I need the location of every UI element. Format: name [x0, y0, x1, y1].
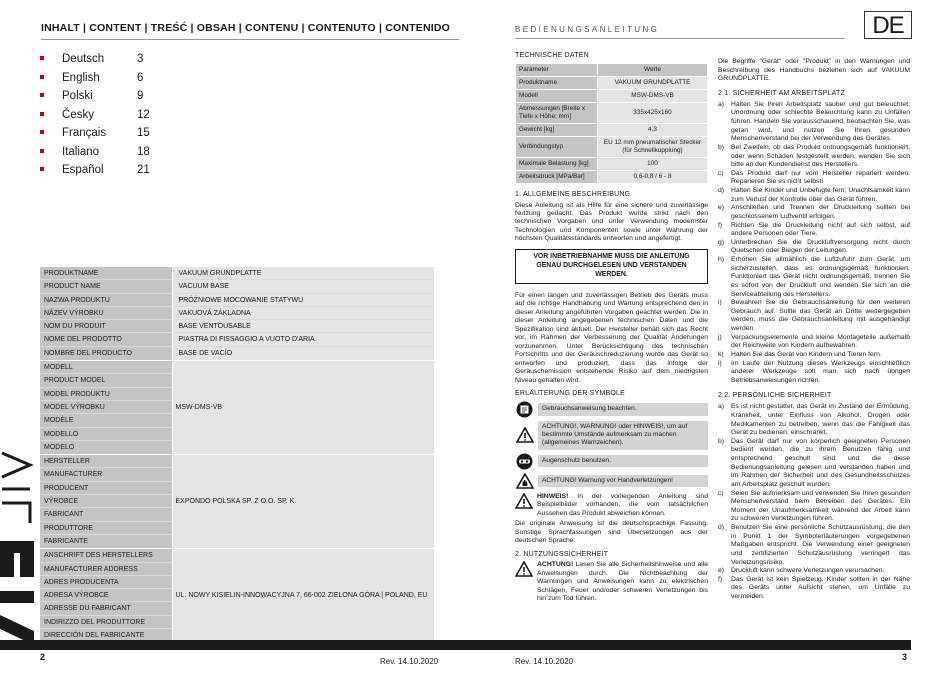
table-row — [516, 76, 708, 89]
toc-item[interactable] — [40, 71, 240, 90]
safety-bold: ACHTUNG! — [537, 561, 574, 569]
list-text: Bewahren Sie die Gebrauchsanleitung für den weiteren Gebrauch auf. Sollte das Gerät an Dritte weitergegeben werden, muss die Gebrauchsanleitung mit ausgehändigt werden. — [731, 299, 910, 332]
list-item — [718, 299, 910, 334]
value: BASE DE VACÍO — [178, 349, 233, 357]
list-item — [718, 490, 910, 525]
label: ADRESSE DU FABRICANT — [40, 602, 172, 615]
brand-logo — [0, 445, 34, 653]
list-item — [718, 170, 910, 187]
safety-text — [537, 561, 708, 603]
list-item — [718, 360, 910, 386]
manual-title: BEDIENUNGSANLEITUNG — [515, 25, 660, 34]
list-letter: d) — [718, 524, 725, 531]
symbol-text: ACHTUNG!, WARNUNG! oder HINWEIS!, um auf bestimmte Umstände aufmerksam zu machen (allgemeines Warnzeichen). — [538, 421, 708, 450]
toc-item[interactable] — [40, 126, 240, 145]
general-text: Diese Anleitung ist als Hilfe für eine sichere und zuverlässige Nutzung gedacht. Das Produkt wurde strikt nach den technischen Vorgaben und unter Verwendung modernster Technologien und Komponenten sowie unter Wahrung der höchsten Qualitätsstandards entworfen und angefertigt. — [515, 201, 708, 243]
list-text: Halten Sie das Gerät von Kindern und Tieren fern. — [731, 350, 882, 358]
param-cell: Modell — [516, 89, 598, 102]
label: PRODUCENT — [40, 482, 172, 495]
value: EXPONDO POLSKA SP. Z O.O. SP. K. — [175, 498, 297, 506]
list-text: Unterbrechen Sie die Druckluftversorgung nicht durch Quetschen oder Biegen der Leitungen. — [731, 238, 910, 255]
list-letter: d) — [718, 187, 725, 194]
label: NAZWA PRODUKTU — [40, 294, 172, 307]
symbol-text: Augenschutz benutzen. — [538, 455, 708, 467]
list-text: Das Gerät ist kein Spielzeug. Kinder sollten in der Nähe des Geräts unter Aufsicht stehen, um Unfälle zu vermeiden. — [731, 575, 910, 600]
label: MANUFACTURER ADDRESS — [40, 563, 172, 576]
list-text: Druckluft kann schwere Verletzungen verursachen. — [731, 567, 885, 575]
list-item — [718, 576, 910, 602]
toc-lang: Italiano — [62, 145, 100, 158]
list-item — [718, 222, 910, 239]
label: ADRESA VÝROBCE — [40, 589, 172, 602]
bullet-icon — [40, 93, 44, 97]
right-page — [475, 0, 950, 674]
list-item — [718, 524, 910, 567]
toc-lang: Deutsch — [62, 53, 105, 65]
label: MODEL PRODUKTU — [40, 388, 172, 401]
label: MANUFACTURER — [40, 468, 172, 481]
manual-icon — [515, 401, 534, 418]
toc-item[interactable] — [40, 163, 240, 182]
label: FABRICANT — [40, 508, 172, 521]
middle-column — [515, 52, 708, 606]
product-info-table — [40, 267, 434, 643]
value: VAKUUM GRUNDPLATTE — [175, 267, 435, 280]
header-cell: Werte — [598, 63, 708, 76]
toc-page: 9 — [137, 90, 144, 102]
symbols-title: ERLÄUTERUNG DER SYMBOLE — [515, 390, 626, 398]
bullet-icon — [40, 75, 44, 79]
bullet-icon — [40, 130, 44, 134]
list-text: Das Produkt darf nur vom Hersteller repariert werden. Reparieren Sie es nicht selbst! — [731, 169, 910, 186]
table-row — [516, 136, 708, 157]
product-name-values — [172, 267, 434, 361]
note-text-2: Die originale Anweisung ist die deutschsprachige Fassung. Sonstige Sprachfassungen sind Übersetzungen aus der deutschen Sprache. — [515, 520, 708, 545]
toc-lang: Français — [62, 127, 107, 139]
list-item — [718, 567, 910, 576]
value: BASE VENTOUSABLE — [175, 320, 435, 333]
revision: Rev. 14.10.2020 — [515, 657, 574, 666]
value: VACUUM BASE — [175, 280, 435, 293]
intro-text: Die Begriffe "Gerät" oder "Produkt" in den Warnungen und Beschreibung des Handbuchs beziehen sich auf VAKUUM GRUNDPLATTE. — [718, 58, 910, 83]
symbol-row — [515, 473, 708, 490]
value-cell: EU 12 mm pneumatischer Stecker (für Schnellkupplung) — [598, 136, 708, 157]
bullet-icon — [40, 167, 44, 171]
list-item — [718, 239, 910, 256]
toc-lang: Česky — [62, 108, 94, 121]
label: HERSTELLER — [40, 455, 172, 468]
note-body: In der vorliegenden Anleitung sind Beispielbilder vorhanden, die vom tatsächlichen Aussehen das Produkt abweichen können. — [537, 492, 708, 517]
list-letter: g) — [718, 238, 725, 246]
note-row — [515, 493, 708, 518]
symbol-row — [515, 401, 708, 418]
label: MODEL VÝROBKU — [40, 401, 172, 414]
list-letter: c) — [718, 489, 724, 497]
list-item — [718, 438, 910, 490]
list-item — [718, 334, 910, 351]
table-row — [516, 89, 708, 102]
value-cell: 100 — [598, 157, 708, 170]
value-cell: 4,3 — [598, 123, 708, 136]
manual-rule — [515, 38, 845, 39]
value-cell: 335x425x160 — [598, 102, 708, 123]
list-letter: l) — [718, 359, 722, 367]
toc-item[interactable] — [40, 89, 240, 108]
list-item — [718, 403, 910, 438]
label: NOMBRE DEL PRODUCTO — [44, 349, 132, 357]
label: NOME DEL PRODOTTO — [40, 333, 172, 346]
table-row — [516, 157, 708, 170]
list-letter: b) — [718, 143, 725, 151]
bullet-icon — [40, 56, 44, 60]
list-text: Im Laufe der Nutzung dieses Werkzeugs einschließlich anderer Werkzeuge soll man sich nach übrigen Betriebsanweisungen richten. — [731, 359, 910, 384]
label: PRODUTTORE — [40, 522, 172, 535]
footer-bar — [475, 640, 911, 650]
param-cell: Maximale Belastung [kg] — [516, 157, 598, 170]
header-cell: Parameter — [516, 63, 598, 76]
list-text: Benutzen Sie eine persönliche Schutzausrüstung, die den in Punkt 1 der Symbolerläuterungen vorgegebenen Maßgaben entspricht. Die Verwendung einer geeigneten und zertifizierten Schutzausrüstung verringert das Verletzungsrisiko. — [731, 524, 910, 566]
label: DIRECCIÓN DEL FABRICANTE — [44, 632, 145, 640]
hand-warning-icon — [515, 473, 534, 490]
symbol-row — [515, 453, 708, 470]
list-text: Halten Sie Kinder und Unbefugte fern; Unachtsamkeit kann zum Verlust der Kontrolle über das Gerät führen. — [731, 187, 910, 203]
list-letter: c) — [718, 169, 724, 177]
list-text: Das Gerät darf nur von körperlich geeigneten Personen bedient werden, die zu ihrem Benutzen fähig und entsprechend geschult sind und die diese Bedienungsanleitung gelesen und verstanden haben und im Rahmen der Sicherheit und des Gesundheitsschutzes am Arbeitsplatz geschult wurden. — [731, 437, 910, 488]
toc-header: INHALT | CONTENT | TREŚĆ | OBSAH | CONTENU | CONTENUTO | CONTENIDO — [41, 22, 451, 34]
warning-box: VOR INBETRIEBNAHME MUSS DIE ANLEITUNG GENAU DURCHGELESEN UND VERSTANDEN WERDEN. — [515, 249, 708, 284]
note-text — [537, 493, 708, 518]
tech-title: TECHNISCHE DATEN — [515, 52, 589, 59]
list-letter: a) — [718, 100, 725, 108]
list-letter: f) — [718, 221, 723, 229]
warning-icon — [515, 493, 534, 512]
right-column — [718, 58, 910, 602]
product-name-labels — [40, 267, 172, 361]
param-cell: Arbeitsdruck [MPa/Bar] — [516, 170, 598, 183]
language-badge: DE — [864, 11, 912, 39]
label: PRODUCT MODEL — [40, 374, 172, 387]
list-text: Anschließen und Trennen der Druckleitung sollten bei geschlossenem Luftventil erfolgen. — [731, 204, 910, 220]
label: PRODUCT NAME — [40, 280, 172, 293]
list-text: Bei Zweifeln, ob das Produkt ordnungsgemäß funktioniert, oder wenn Schäden festgestellt werden, wenden Sie sich bitte an den Kundendienst des Herstellers. — [731, 143, 910, 169]
personal-title: 2.2. PERSÖNLICHE SICHERHEIT — [718, 392, 832, 400]
product-model-labels — [40, 361, 172, 455]
list-text: Seien Sie aufmerksam und verwenden Sie Ihren gesunden Menschenverstand beim Betreiben des Gerätes. Ein Moment der Unaufmerksamkeit während der Arbeit kann zu schweren Verletzungen führen. — [731, 489, 910, 523]
list-letter: a) — [718, 403, 725, 411]
list-item — [718, 204, 910, 221]
manufacturer-labels — [40, 455, 172, 549]
table-header-row — [516, 63, 708, 76]
toc-list — [40, 52, 240, 182]
toc-page: 6 — [137, 71, 144, 84]
label: MODELLO — [40, 428, 172, 441]
general-text-2: Für einen langen und zuverlässigen Betrieb des Geräts muss auf die richtige Handhabung und Wartung entsprechend den in dieser Anleitung angeführten Vorgaben geachtet werden. Die in dieser Anleitung angegebenen technischen Daten und die Spezifikation sind aktuell. Der Hersteller behält sich das Recht vor, im Rahmen der Verbesserung der Qualität Änderungen vorzunehmen. Unter Berücksichtigung des technischen Fortschritts und der Geräuschreduzierung wurde das Gerät so entworfen und produziert, dass das infolge der Geräuschemission entstehende Risiko auf dem niedrigsten Niveau gehalten wird. — [515, 291, 708, 384]
value: VAKUOVÁ ZÁKLADNA — [175, 307, 435, 320]
list-text: Erhöhen Sie allmählich die Luftzufuhr zum Gerät, um sicherzustellen, dass es ordnungsgemäß funktioniert. Funktioniert das Gerät nicht ordnungsgemäß, trennen Sie es sofort von der Druckluft und wenden Sie sich an die Serviceabteilung des Herstellers. — [731, 256, 910, 298]
list-letter: e) — [718, 567, 725, 575]
footer-bar — [0, 640, 475, 650]
page-number: 3 — [902, 652, 908, 662]
list-item — [718, 256, 910, 299]
warning-icon — [515, 427, 534, 444]
list-letter: e) — [718, 204, 725, 212]
safety-row — [515, 561, 708, 603]
list-letter: f) — [718, 575, 723, 583]
toc-page: 21 — [137, 164, 150, 176]
table-row — [516, 170, 708, 183]
list-letter: i) — [718, 299, 722, 307]
list-item — [718, 351, 910, 360]
warning-icon — [515, 561, 534, 580]
list-letter: b) — [718, 437, 725, 445]
list-item — [718, 187, 910, 204]
value: PRÓŻNIOWE MOCOWANIE STATYWU — [175, 294, 435, 307]
table-row — [516, 123, 708, 136]
toc-item[interactable] — [40, 108, 240, 127]
list-item — [718, 144, 910, 170]
toc-lang: English — [62, 71, 100, 84]
table-row — [516, 102, 708, 123]
label: MODÈLE — [40, 414, 172, 427]
tech-table — [515, 63, 708, 184]
value-cell: 0,6-0,8 / 6 - 8 — [598, 170, 708, 183]
list-text: Halten Sie Ihren Arbeitsplatz sauber und gut beleuchtet. Unordnung oder schlechte Beleuchtung kann zu Unfällen führen. Handeln Sie vorausschauend, beobachten Sie, was getan wird, und nutzen Sie Ihren gesunden Menschenverstand bei der Verwendung des Gerätes. — [731, 100, 910, 143]
symbol-row — [515, 421, 708, 450]
address-labels — [40, 549, 172, 643]
value-cell: MSW-DMS-VB — [598, 89, 708, 102]
symbol-text: ACHTUNG! Warnung vor Handverletzungen! — [538, 475, 708, 487]
general-title: 1. ALLGEMEINE BESCHREIBUNG — [515, 190, 631, 198]
bullet-icon — [40, 112, 44, 116]
list-item — [718, 101, 910, 144]
label: ADRES PRODUCENTA — [40, 576, 172, 589]
eye-protection-icon — [515, 453, 534, 470]
page-number: 2 — [40, 652, 46, 662]
param-cell: Abmessungen [Breite x Tiefe x Höhe; mm] — [516, 102, 598, 123]
toc-item[interactable] — [40, 52, 240, 71]
value: PIASTRA DI FISSAGGIO A VUOTO D'ARIA — [175, 333, 435, 346]
list-letter: j) — [718, 333, 722, 341]
safety-body: Lesen Sie alle Sicherheitshinweise und alle Anweisungen durch. Die Nichtbeachtung der Warnungen und Anweisungen kann zu elektrischen Schlägen, Feuer und/oder schweren Verletzungen bis hin zum Tod führen. — [537, 561, 708, 603]
note-bold: HINWEIS! — [537, 492, 569, 500]
list-text: Es ist nicht gestattet, das Gerät im Zustand der Ermüdung, Krankheit, unter Einfluss von Alkohol, Drogen oder Medikamenten zu betreiben, wenn das die Fähigkeit das Gerät zu bedienen, einschränkt. — [731, 403, 910, 437]
toc-rule — [41, 39, 459, 40]
revision: Rev. 14.10.2020 — [380, 657, 439, 666]
list-letter: h) — [718, 256, 725, 263]
address-value — [172, 549, 434, 643]
workplace-title: 2.1. SICHERHEIT AM ARBEITSPLATZ — [718, 89, 845, 97]
bullet-icon — [40, 149, 44, 153]
param-cell: Produktname — [516, 76, 598, 89]
symbol-text: Gebrauchsanweisung beachten. — [538, 403, 708, 415]
value-cell: VAKUUM GRUNDPLATTE — [598, 76, 708, 89]
label: INDIRIZZO DEL PRODUTTORE — [40, 616, 172, 629]
label: FABRICANTE — [44, 537, 88, 545]
toc-item[interactable] — [40, 145, 240, 164]
label: NOM DU PRODUIT — [40, 320, 172, 333]
label: MODELL — [40, 361, 172, 374]
manufacturer-value — [172, 455, 434, 549]
value: MSW-DMS-VB — [175, 404, 223, 412]
list-text: Verpackungselemente und kleine Montageteile außerhalb der Reichweite von Kindern aufbewahren. — [731, 333, 910, 350]
product-model-value — [172, 361, 434, 455]
toc-page: 3 — [137, 53, 144, 65]
param-cell: Gewicht [kg] — [516, 123, 598, 136]
label: ANSCHRIFT DES HERSTELLERS — [40, 549, 172, 562]
toc-page: 15 — [137, 127, 150, 139]
param-cell: Verbindungstyp — [516, 136, 598, 157]
label: MODELO — [44, 443, 75, 451]
toc-page: 18 — [137, 145, 150, 158]
label: VÝROBCE — [40, 495, 172, 508]
value: UL. NOWY KISIELIN-INNOWACYJNA 7, 66-002 ZIELONA GÓRA | POLAND, EU — [175, 592, 428, 600]
list-letter: k) — [718, 350, 724, 358]
toc-lang: Polski — [62, 90, 93, 102]
toc-lang: Español — [62, 164, 104, 176]
label: PRODUKTNAME — [40, 267, 172, 280]
safety-title: 2. NUTZUNGSSICHERHEIT — [515, 550, 609, 558]
toc-page: 12 — [137, 108, 150, 121]
list-text: Richten Sie die Druckleitung nicht auf sich selbst, auf andere Personen oder Tiere. — [731, 221, 910, 238]
label: NÁZEV VÝROBKU — [40, 307, 172, 320]
